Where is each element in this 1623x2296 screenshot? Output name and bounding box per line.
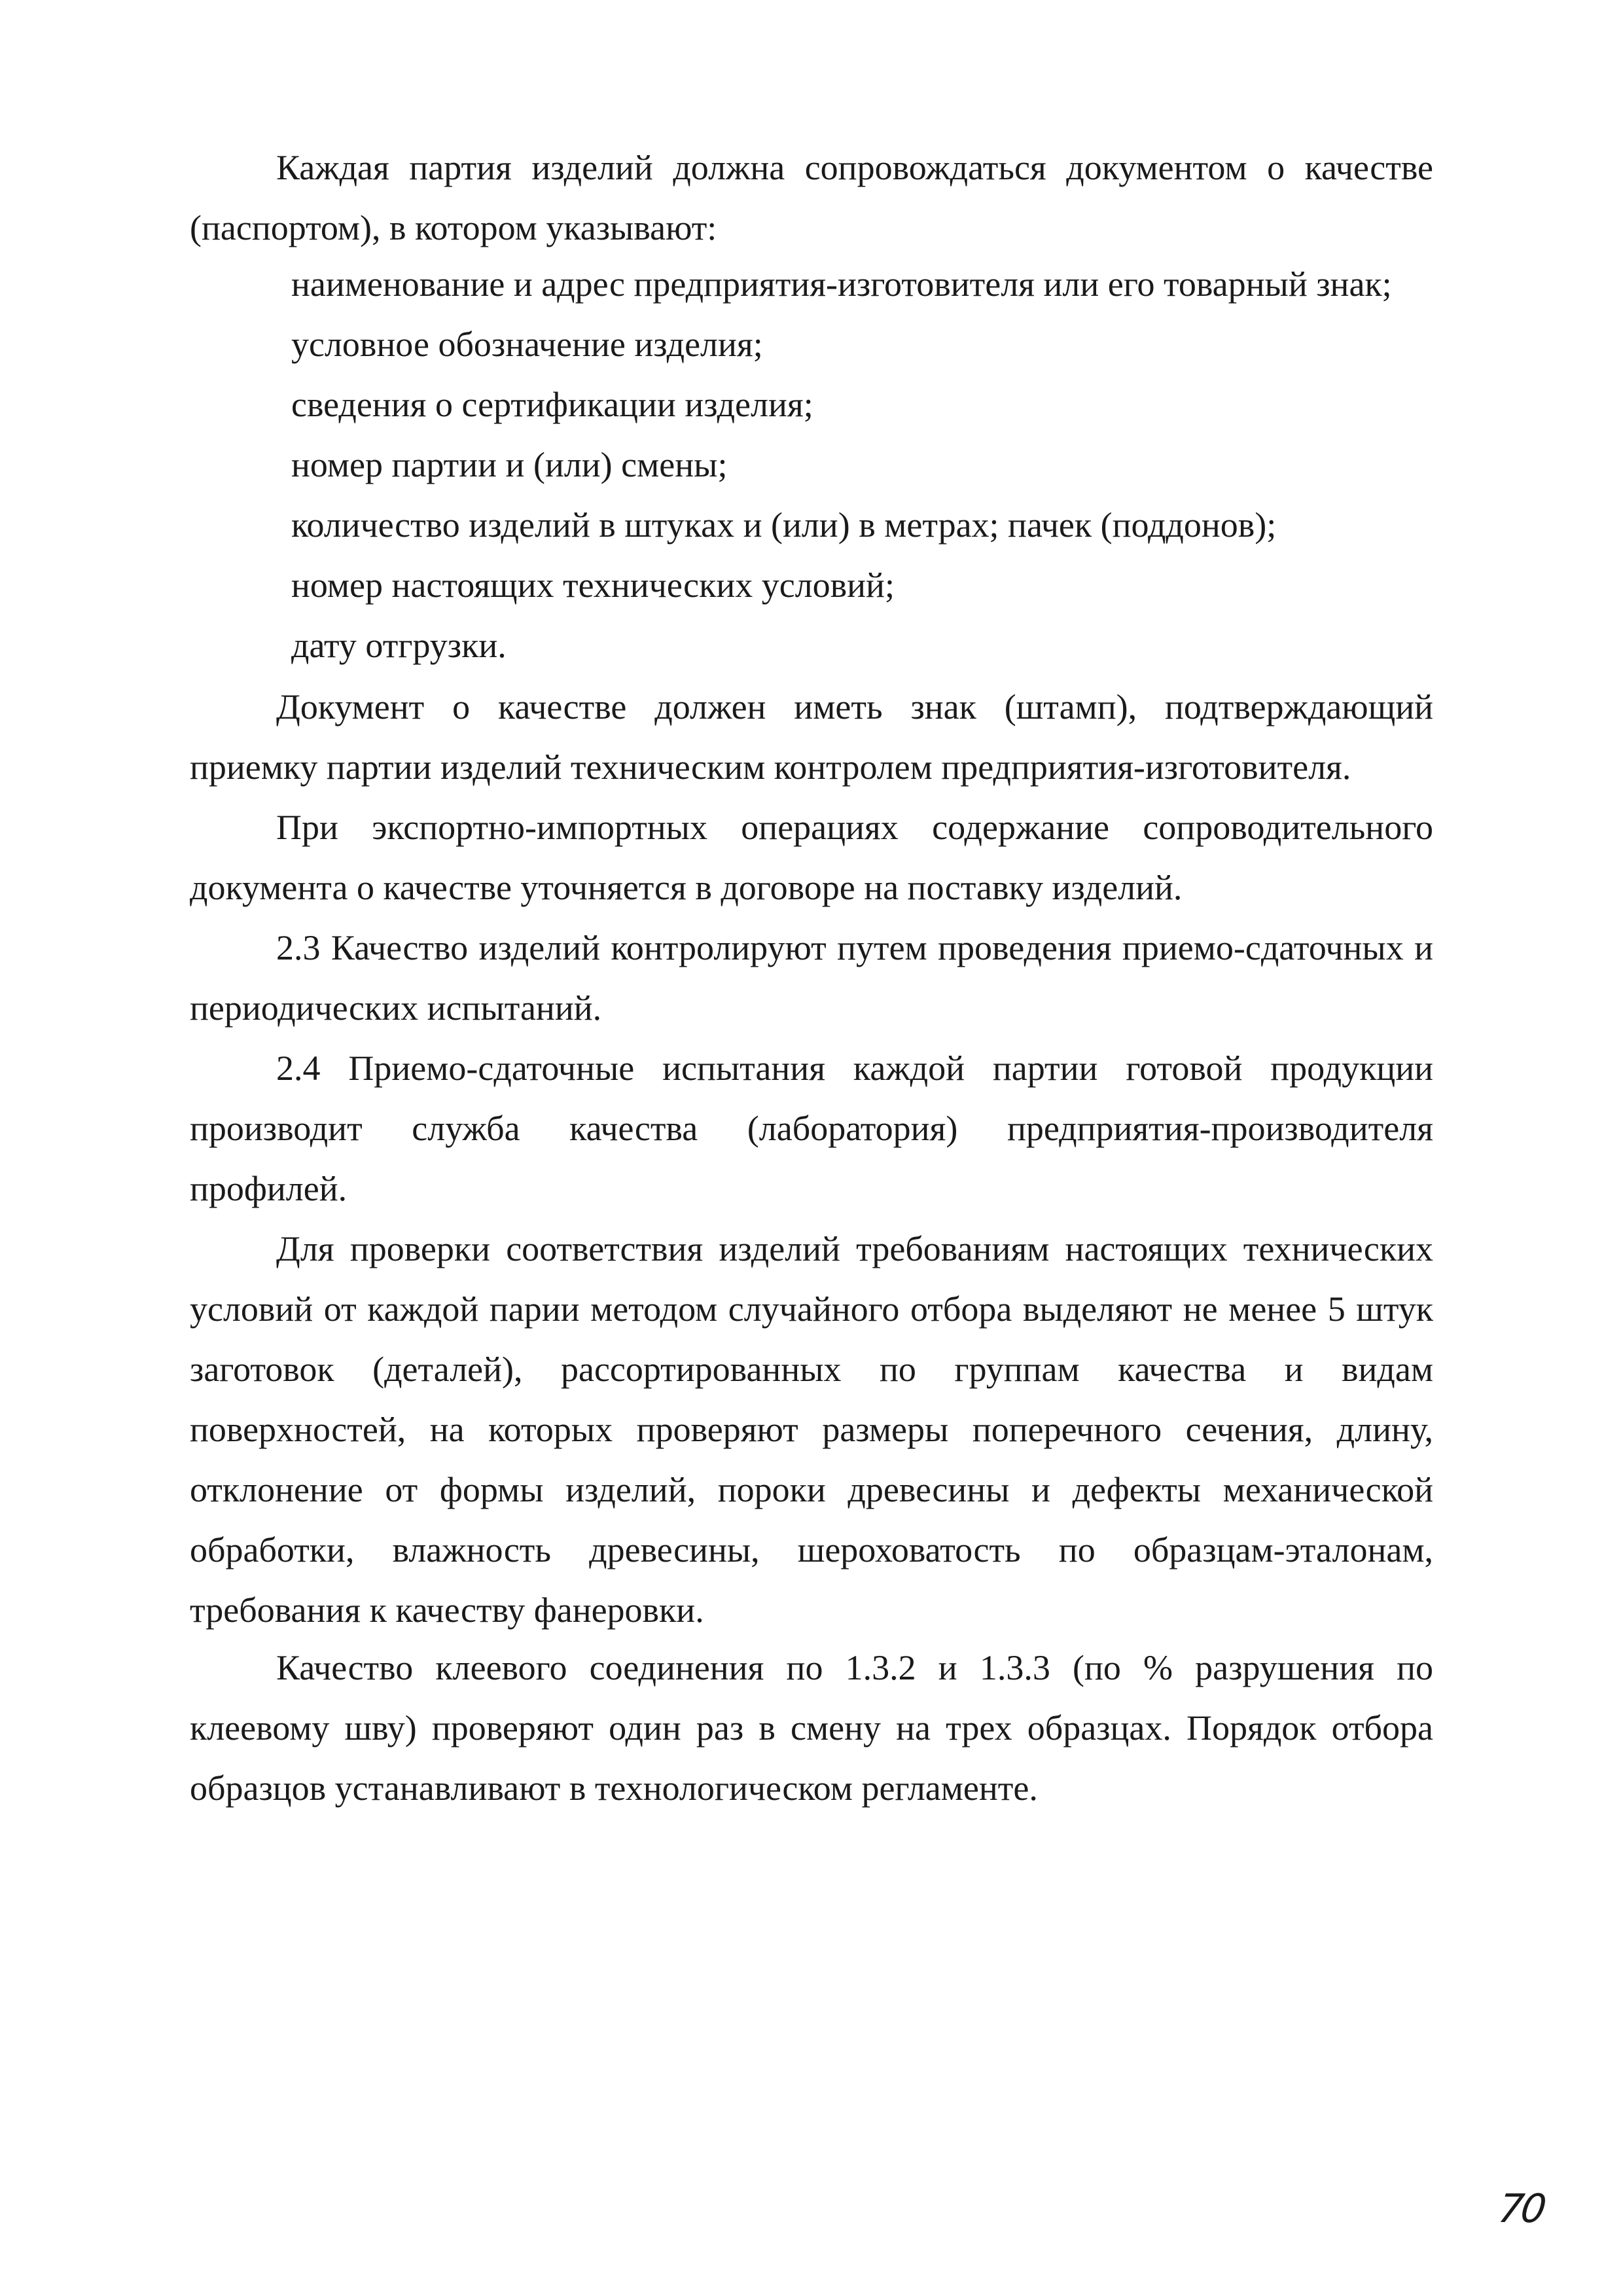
passport-item-certification: сведения о сертификации изделия; [291, 385, 813, 424]
paragraph-section-2-3: 2.3 Качество изделий контролируют путем проведения приемо-сдаточных и периодических испытаний. [190, 928, 1433, 1028]
paragraph-glue-quality: Качество клеевого соединения по 1.3.2 и 1.3.3 (по % разрушения по клеевому шву) проверяют один раз в смену на трех образцах. Порядок отбора образцов устанавливают в технологическом регламенте. [190, 1648, 1433, 1808]
paragraph-stamp: Документ о качестве должен иметь знак (штамп), подтверждающий приемку партии изделий техническим контролем предприятия-изготовителя. [190, 687, 1433, 787]
passport-item-designation: условное обозначение изделия; [291, 325, 763, 364]
passport-item-manufacturer: наименование и адрес предприятия-изготовителя или его товарный знак; [291, 264, 1392, 304]
passport-item-specification-number: номер настоящих технических условий; [291, 565, 895, 605]
page-number: 70 [1495, 2186, 1547, 2232]
paragraph-export: При экспортно-импортных операциях содержание сопроводительного документа о качестве уточняется в договоре на поставку изделий. [190, 808, 1433, 907]
paragraph-section-2-4: 2.4 Приемо-сдаточные испытания каждой партии готовой продукции производит служба качества (лаборатория) предприятия-производителя профилей. [190, 1049, 1433, 1208]
paragraph-passport-intro: Каждая партия изделий должна сопровождаться документом о качестве (паспортом), в котором указывают: [190, 148, 1433, 247]
passport-item-shipment-date: дату отгрузки. [291, 626, 507, 665]
passport-item-quantity: количество изделий в штуках и (или) в метрах; пачек (поддонов); [291, 505, 1277, 545]
paragraph-sampling: Для проверки соответствия изделий требованиям настоящих технических условий от каждой парии методом случайного отбора выделяют не менее 5 штук заготовок (деталей), рассортированных по группам качества и видам поверхностей, на которых проверяют размеры поперечного сечения, длину, отклонение от формы изделий, пороки древесины и дефекты механической обработки, влажность древесины, шероховатость по образцам-эталонам, требования к качеству фанеровки. [190, 1229, 1433, 1630]
passport-item-batch-number: номер партии и (или) смены; [291, 445, 728, 484]
